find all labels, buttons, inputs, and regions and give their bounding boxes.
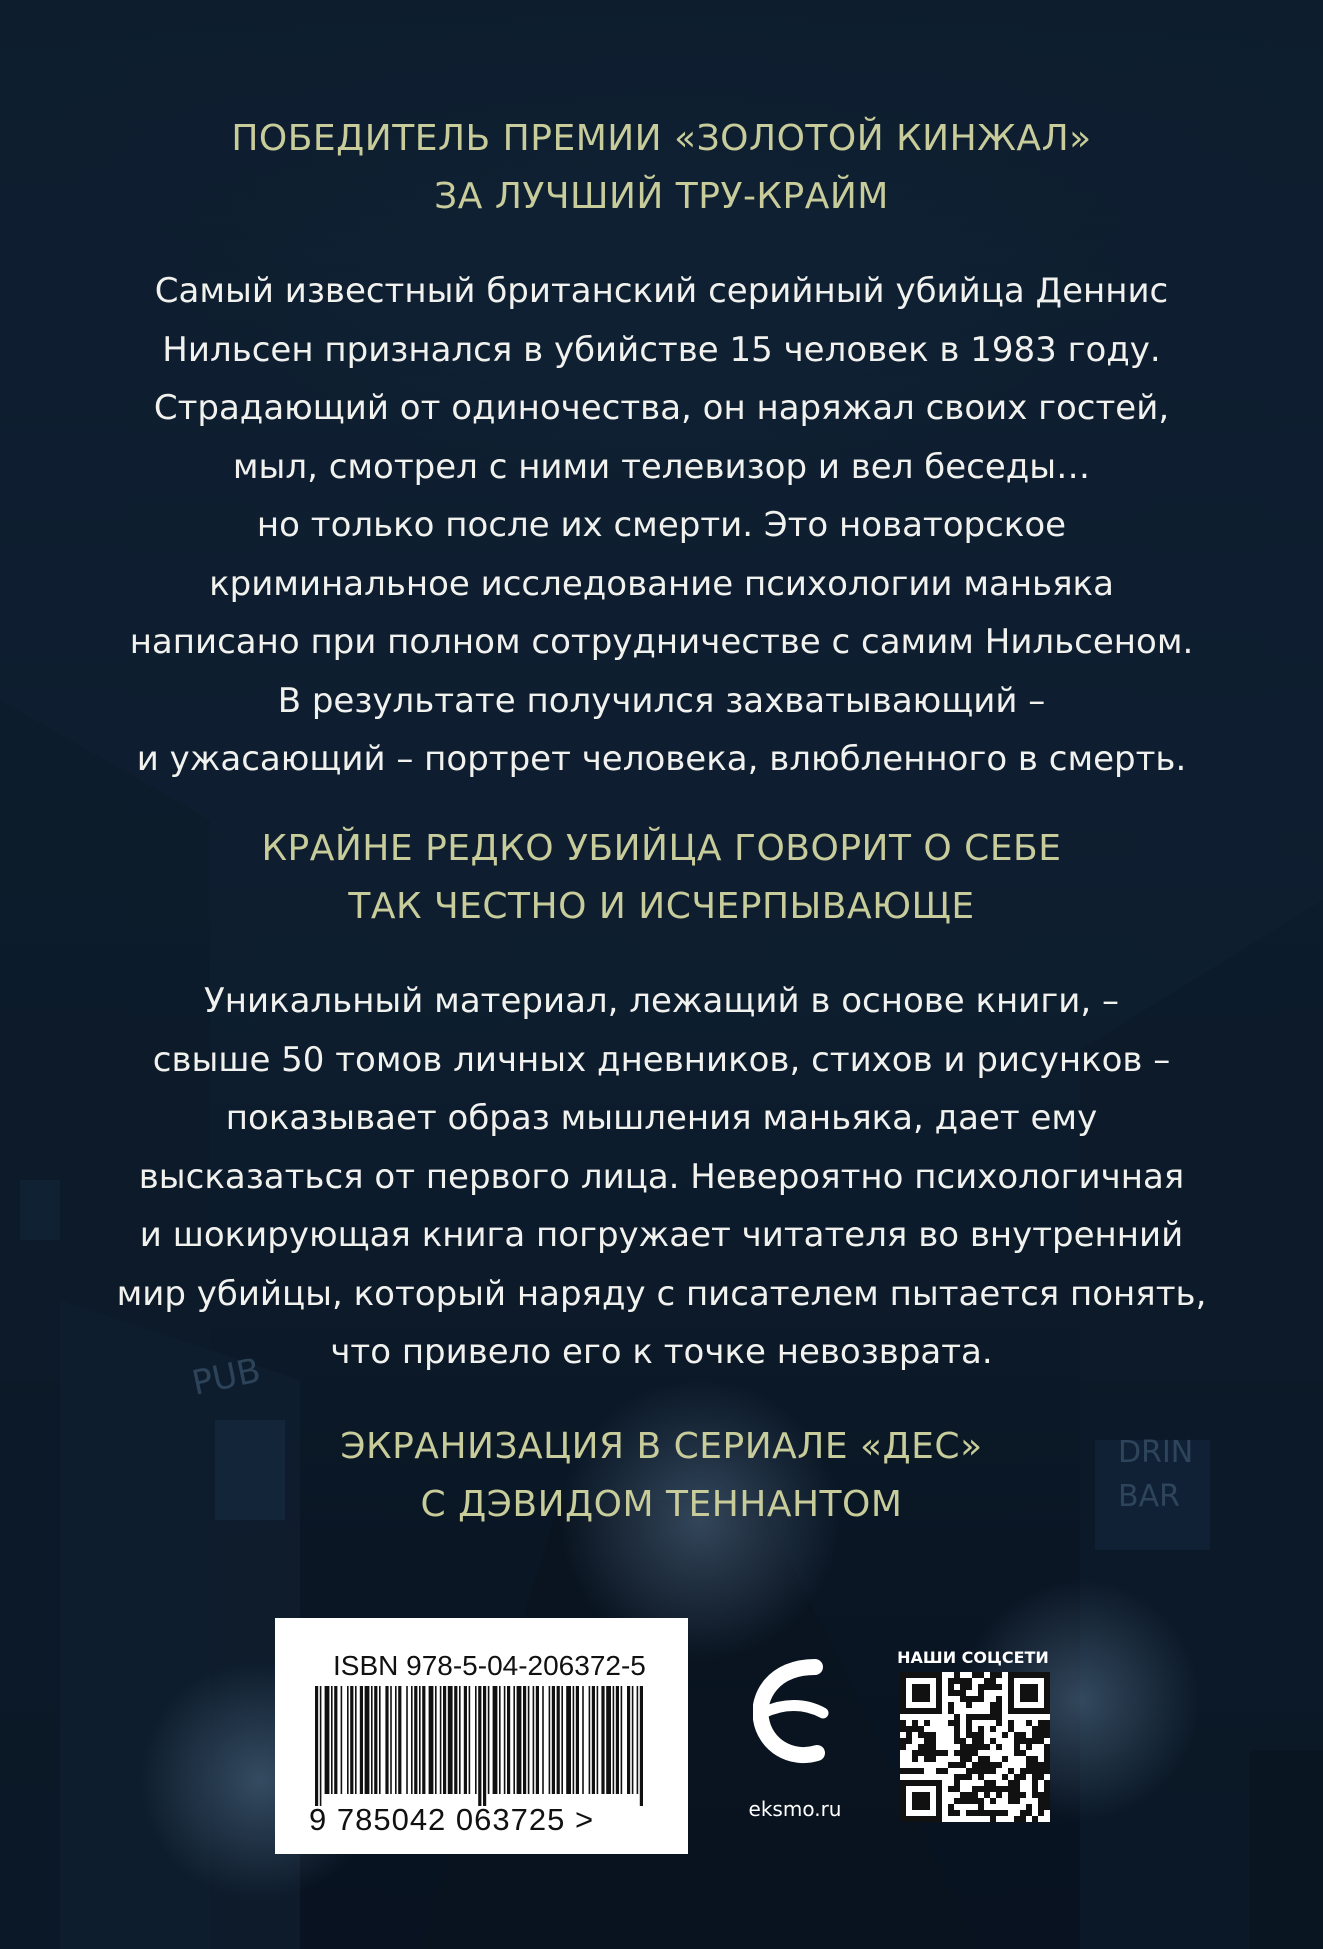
- drink-sign: DRIN: [1118, 1435, 1194, 1470]
- paragraph-line: криминальное исследование психологии маньяка: [209, 563, 1114, 604]
- pub-sign: PUB: [188, 1350, 265, 1404]
- heading-adaptation: [0, 1418, 1323, 1534]
- paragraph-line: высказаться от первого лица. Невероятно психологичная: [138, 1156, 1185, 1197]
- paragraph-line: показывает образ мышления маньяка, дает ему: [225, 1098, 1098, 1138]
- paragraph-line: Уникальный материал, лежащий в основе книги, –: [204, 981, 1119, 1021]
- heading-line: ЗА ЛУЧШИЙ ТРУ-КРАЙМ: [434, 176, 889, 217]
- paragraph-line: и шокирующая книга погружает читателя во внутренний: [139, 1215, 1184, 1255]
- heading-line: ТАК ЧЕСТНО И ИСЧЕРПЫВАЮЩЕ: [348, 886, 975, 927]
- paragraph-line: но только после их смерти. Это новаторское: [256, 505, 1067, 545]
- paragraph-line: что привело его к точке невозврата.: [330, 1332, 993, 1372]
- paragraph-line: мир убийцы, который наряду с писателем пытается понять,: [116, 1273, 1207, 1314]
- barcode-bars: [313, 1686, 648, 1806]
- paragraph-line: Нильсен признался в убийстве 15 человек в 1983 году.: [162, 329, 1161, 370]
- heading-line: С ДЭВИДОМ ТЕННАНТОМ: [420, 1484, 903, 1525]
- isbn-number: ISBN 978-5-04-206372-5: [333, 1650, 646, 1681]
- heading-line: ПОБЕДИТЕЛЬ ПРЕМИИ «ЗОЛОТОЙ КИНЖАЛ»: [231, 118, 1092, 159]
- paragraph-line: мыл, смотрел с ними телевизор и вел беседы…: [232, 446, 1091, 487]
- heading-line: КРАЙНЕ РЕДКО УБИЙЦА ГОВОРИТ О СЕБЕ: [261, 828, 1062, 869]
- heading-honesty: [0, 820, 1323, 936]
- heading-award: [0, 110, 1323, 226]
- social-title: НАШИ СОЦСЕТИ: [897, 1648, 1049, 1667]
- paragraph-line: Самый известный британский серийный убийца Деннис: [154, 271, 1169, 311]
- publisher-site: eksmo.ru: [748, 1797, 842, 1821]
- paragraph-material: [60, 972, 1263, 1382]
- paragraph-line: написано при полном сотрудничестве с самим Нильсеном.: [129, 622, 1194, 662]
- paragraph-line: В результате получился захватывающий –: [277, 680, 1046, 721]
- qr-code-icon: [900, 1672, 1050, 1822]
- paragraph-line: и ужасающий – портрет человека, влюбленного в смерть.: [136, 739, 1187, 779]
- paragraph-description: [60, 262, 1263, 789]
- isbn-barcode: [275, 1618, 688, 1854]
- paragraph-line: свыше 50 томов личных дневников, стихов и рисунков –: [152, 1039, 1171, 1080]
- heading-line: ЭКРАНИЗАЦИЯ В СЕРИАЛЕ «ДЕС»: [340, 1426, 983, 1467]
- bar-sign: BAR: [1118, 1479, 1180, 1514]
- eksmo-logo-icon: [753, 1657, 833, 1767]
- barcode-digits: 9 785042 063725 >: [309, 1802, 595, 1837]
- paragraph-line: Страдающий от одиночества, он наряжал своих гостей,: [153, 388, 1170, 428]
